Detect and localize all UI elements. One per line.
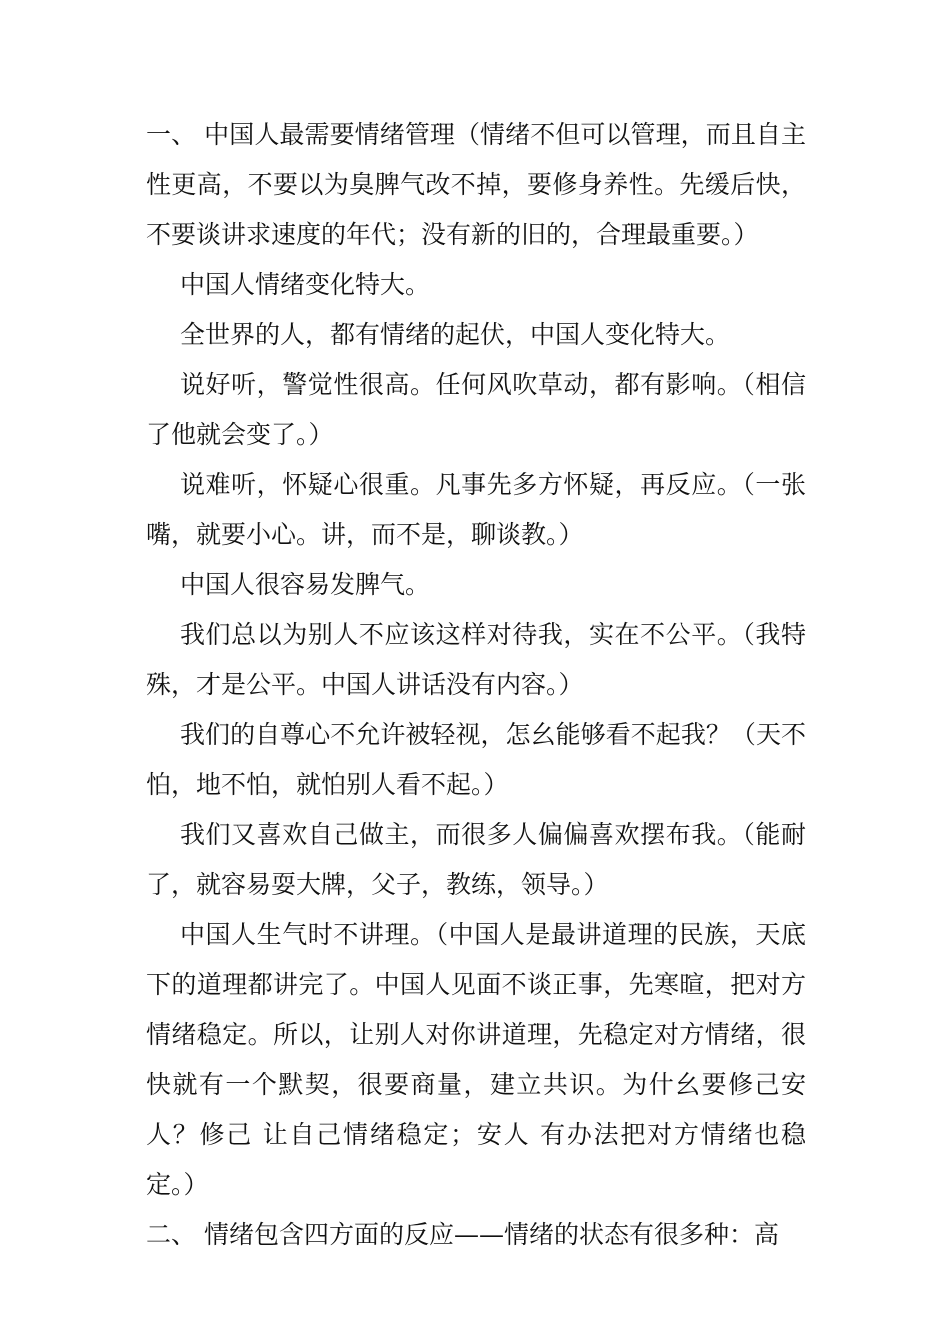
paragraph: 我们又喜欢自己做主，而很多人偏偏喜欢摆布我。（能耐了，就容易耍大牌，父子，教练，领导。） [146,820,806,899]
paragraph-section-one-heading: 一、 中国人最需要情绪管理（情绪不但可以管理，而且自主性更高，不要以为臭脾气改不掉，要修身养性。先缓后快，不要谈讲求速度的年代；没有新的旧的，合理最重要。） [146,120,806,249]
paragraph: 全世界的人，都有情绪的起伏，中国人变化特大。 [180,320,731,349]
paragraph: 中国人生气时不讲理。（中国人是最讲道理的民族，天底下的道理都讲完了。中国人见面不谈正事，先寒暄，把对方情绪稳定。所以，让别人对你讲道理，先稳定对方情绪，很快就有一个默契，很要商量，建立共识。为什幺要修己安人？修己 让自己情绪稳定；安人 有办法把对方情绪也稳定。） [146,920,806,1199]
paragraph: 说好听，警觉性很高。任何风吹草动，都有影响。（相信了他就会变了。） [146,370,806,449]
paragraph: 我们的自尊心不允许被轻视，怎幺能够看不起我？（天不怕，地不怕，就怕别人看不起。） [146,720,806,799]
paragraph-section-two-heading: 二、 情绪包含四方面的反应——情绪的状态有很多种：高 [146,1220,779,1249]
paragraph: 说难听，怀疑心很重。凡事先多方怀疑，再反应。（一张嘴，就要小心。讲，而不是，聊谈教。） [146,470,806,549]
paragraph: 中国人情绪变化特大。 [180,270,431,299]
paragraph: 我们总以为别人不应该这样对待我，实在不公平。（我特殊，才是公平。中国人讲话没有内容。） [146,620,806,699]
document-body [146,110,806,1260]
paragraph: 中国人很容易发脾气。 [180,570,431,599]
